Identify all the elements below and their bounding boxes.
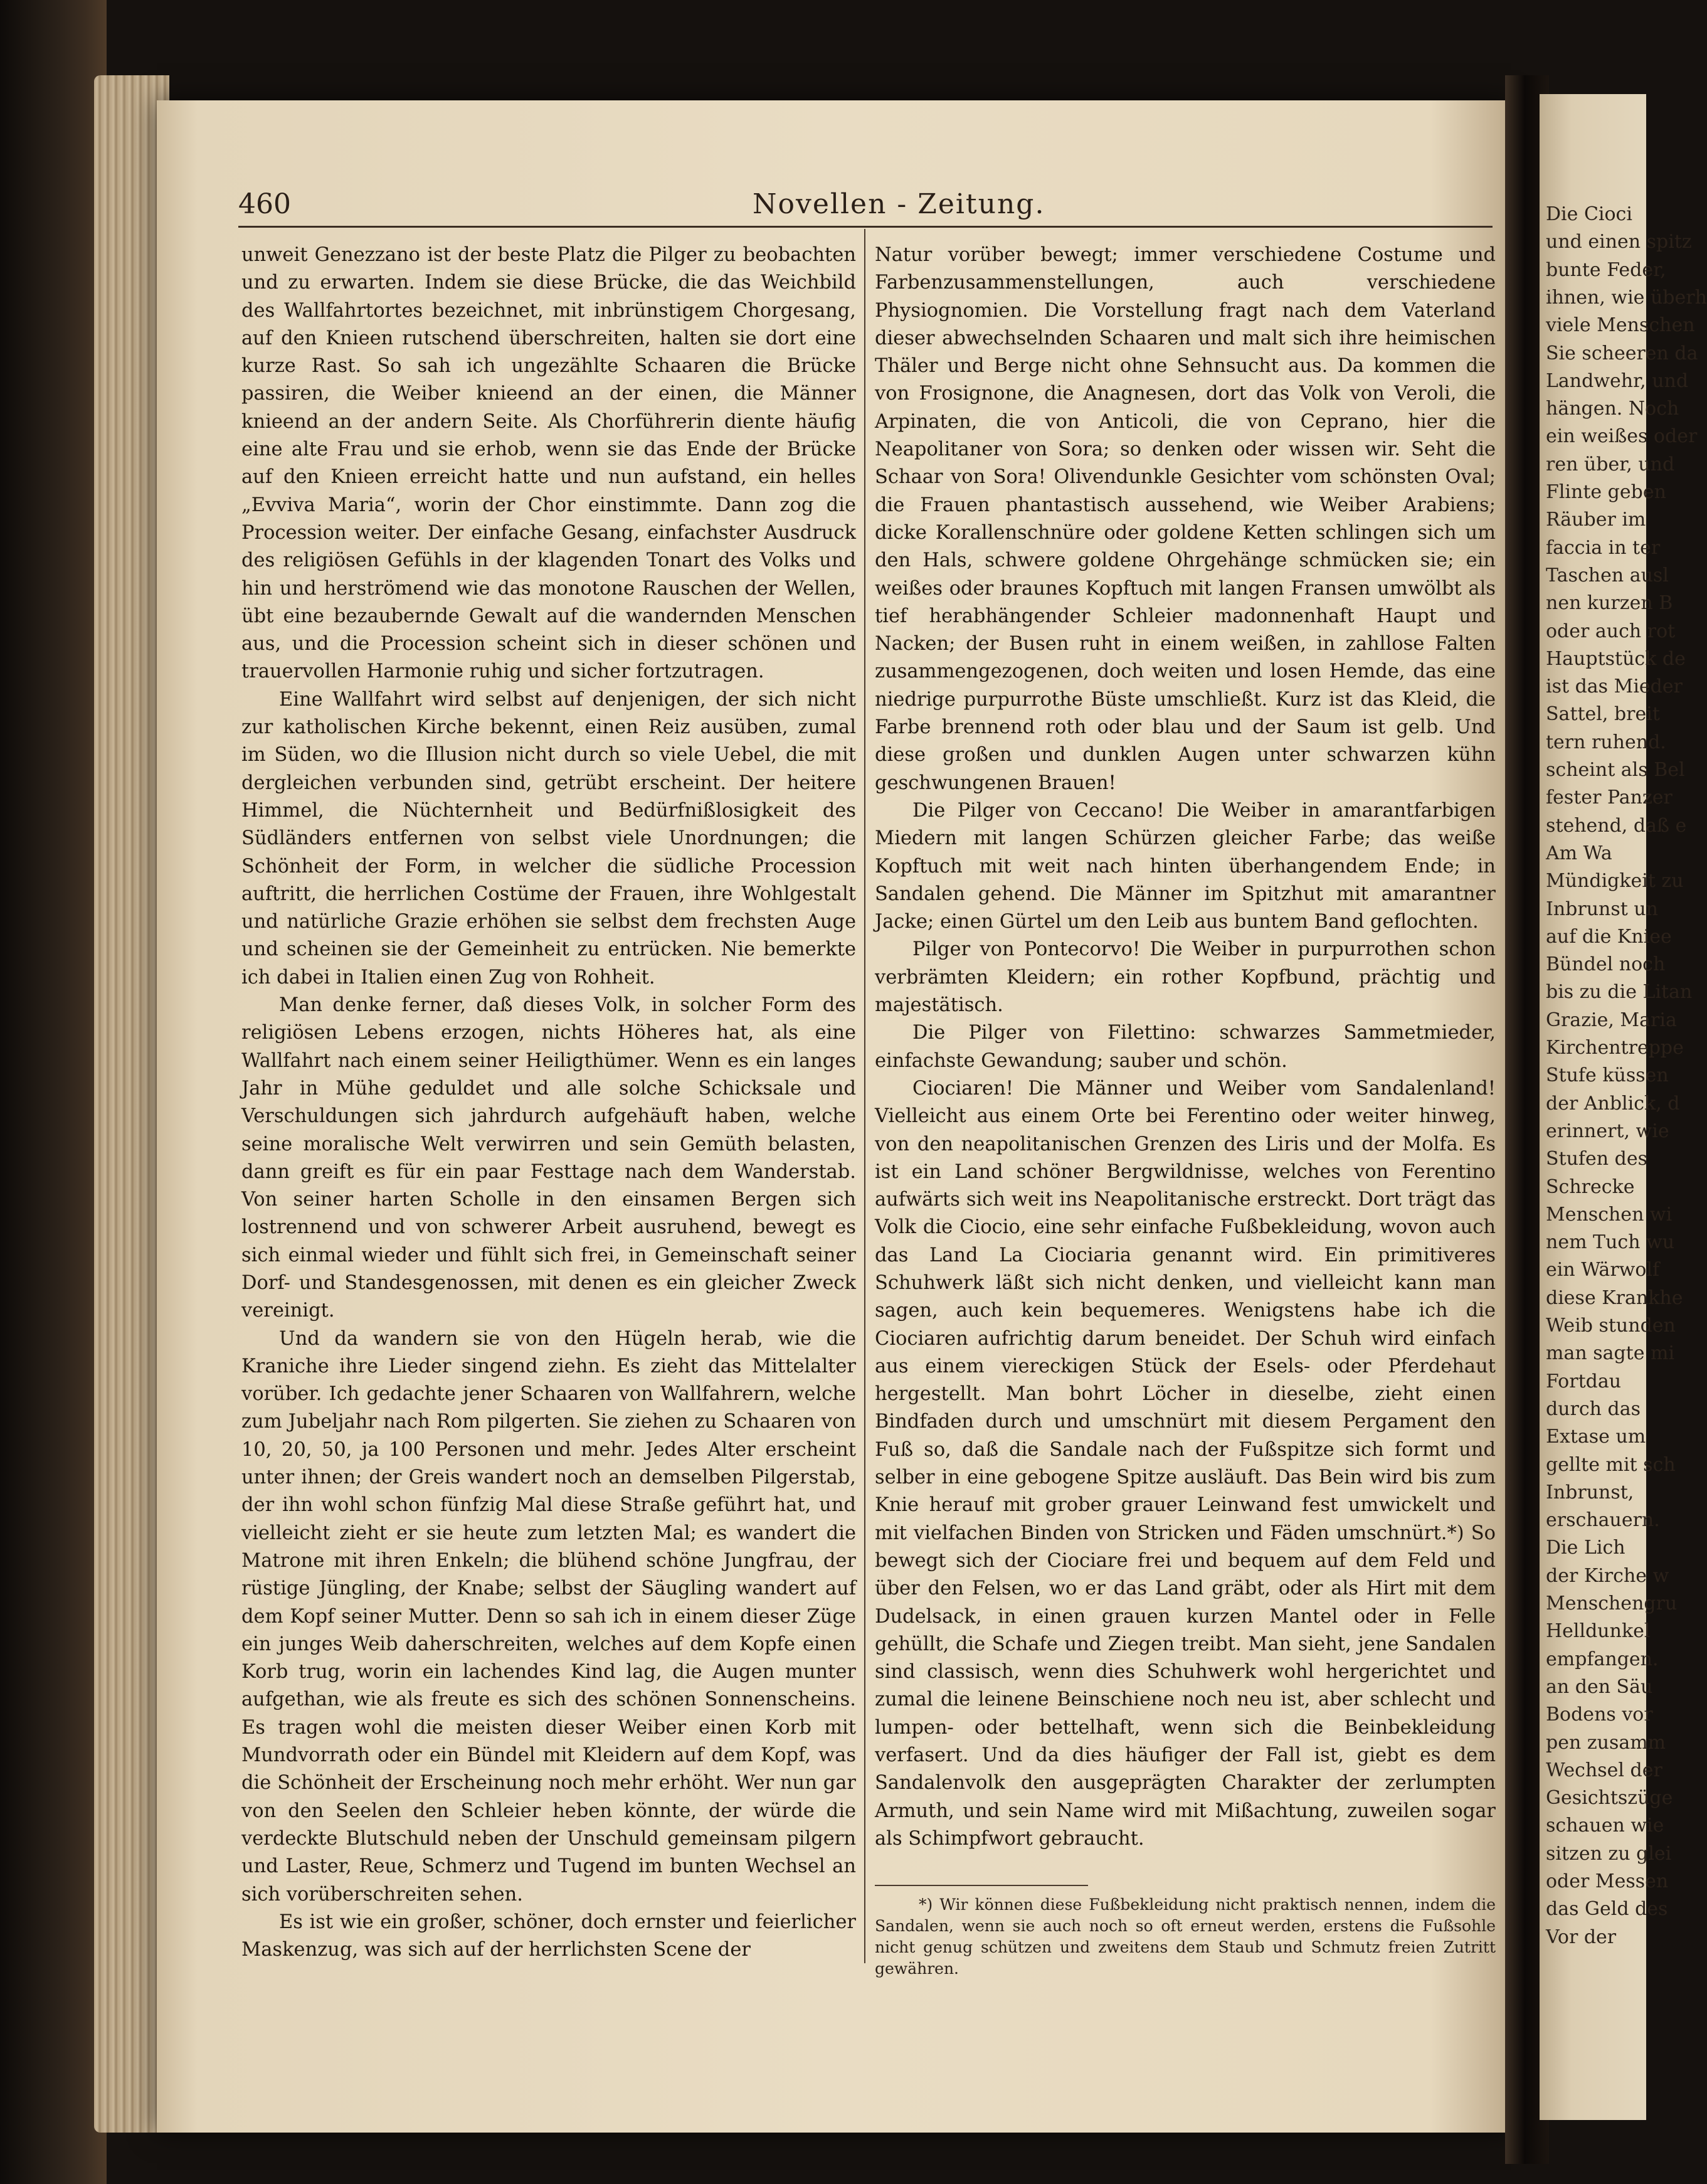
adjacent-page-fragment: Inbrunst un xyxy=(1546,898,1658,920)
adjacent-page-fragment: Stufe küssen xyxy=(1546,1064,1669,1087)
paragraph: Pilger von Pontecorvo! Die Weiber in purpurrothen schon verbrämten Kleidern; ein rother Kopfbund, prächtig und majestätisch. xyxy=(875,938,1496,1017)
adjacent-page-fragment: sitzen zu glei xyxy=(1546,1842,1672,1865)
paragraph: unweit Genezzano ist der beste Platz die Pilger zu beobachten und zu erwarten. Indem sie diese Brücke, die das Weichbild des Wallfahrtortes bezeichnet, mit inbrünstigem Chorgesang, auf den Knieen rutschend überschreiten, halten sie dort eine kurze Rast. So sah ich ungezählte Schaaren die Brücke passiren, die Weiber knieend an der einen, die Männer knieend an der andern Seite. Als Chorführerin diente häufig eine alte Frau und sie erhob, wenn sie das Ende der Brücke auf den Knieen erreicht hatte und nun aufstand, ein helles „Evviva Maria“, worin der Chor einstimmte. Dann zog die Procession weiter. Der einfache Gesang, einfachster Ausdruck des religiösen Gefühls in der klagenden Tonart des Volks und hin und herströmend wie das monotone Rauschen der Wellen, übt eine bezaubernde Gewalt auf die wandernden Menschen aus, und die Procession scheint sich in dieser schönen und trauervollen Harmonie ruhig und sicher fortzutragen. xyxy=(241,244,856,683)
adjacent-page-fragment: bis zu die Litan xyxy=(1546,981,1693,1004)
adjacent-page-fragment: Mündigkeit zu xyxy=(1546,870,1684,893)
column-divider xyxy=(864,229,865,1963)
left-column xyxy=(241,241,856,1964)
page-header xyxy=(238,188,1493,226)
adjacent-page-fragment: schauen wie xyxy=(1546,1815,1664,1837)
adjacent-page-fragment: ist das Mieder xyxy=(1546,676,1683,698)
running-title: Novellen - Zeitung. xyxy=(753,188,1045,220)
footnote: *) Wir können diese Fußbekleidung nicht praktisch nennen, indem die Sandalen, wenn sie auch noch so oft erneut werden, erstens die Fußsohle nicht genug schützen und zweitens dem Staub und Schmutz freien Zutritt gewähren. xyxy=(875,1895,1496,1978)
adjacent-page-fragment: nem Tuch wu xyxy=(1546,1231,1675,1254)
adjacent-page-fragment: empfangen. xyxy=(1546,1648,1659,1670)
adjacent-page-fragment: und einen spitz xyxy=(1546,231,1692,253)
adjacent-page-fragment: nen kurzen B xyxy=(1546,592,1673,615)
adjacent-page-fragment: oder Messen xyxy=(1546,1870,1669,1892)
adjacent-page-fragment: Menschengru xyxy=(1546,1593,1678,1614)
adjacent-page-fragment: gellte mit sch xyxy=(1546,1453,1676,1476)
adjacent-page xyxy=(1540,94,1707,2120)
adjacent-page-fragment: der Anblick, d xyxy=(1546,1092,1680,1115)
adjacent-page-fragment: ren über, und xyxy=(1546,453,1675,475)
adjacent-page-fragment: diese Krankhe xyxy=(1546,1286,1683,1309)
adjacent-page-fragment: Die Lich xyxy=(1546,1537,1625,1559)
adjacent-page-fragment: Sie scheeren da xyxy=(1546,342,1698,364)
adjacent-page-fragment: erinnert, wie xyxy=(1546,1120,1669,1142)
adjacent-page-fragment: Die Cioci xyxy=(1546,203,1632,225)
page-number: 460 xyxy=(238,188,291,220)
adjacent-page-fragment: erschauern. xyxy=(1546,1509,1660,1532)
adjacent-page-fragment: Taschen ausl xyxy=(1546,564,1669,586)
header-rule xyxy=(238,226,1493,228)
adjacent-page-fragment: ein weißes oder xyxy=(1546,425,1698,448)
adjacent-page-fragment: hängen. Noch xyxy=(1546,398,1679,420)
footnote-rule xyxy=(875,1885,1088,1886)
adjacent-page-fragment: Extase um xyxy=(1546,1426,1646,1448)
adjacent-page-fragment: Weib stunden xyxy=(1546,1315,1676,1337)
adjacent-page-fragment: Räuber im xyxy=(1546,509,1646,531)
adjacent-page-fragment: Wechsel der xyxy=(1546,1759,1662,1781)
adjacent-page-fragment: Inbrunst, xyxy=(1546,1481,1634,1503)
adjacent-page-fragment: tern ruhend. xyxy=(1546,731,1666,753)
adjacent-page-fragment: Fortdau xyxy=(1546,1370,1622,1392)
paragraph: Die Pilger von Ceccano! Die Weiber in amarantfarbigen Miedern mit langen Schürzen gleicher Farbe; das weiße Kopftuch mit weit nach hinten überhangendem Ende; in Sandalen gehend. Die Männer im Spitzhut mit amarantner Jacke; einen Gürtel um den Leib aus buntem Band geflochten. xyxy=(875,799,1496,933)
adjacent-page-fragment: Helldunkel xyxy=(1546,1620,1651,1643)
book-spine xyxy=(0,0,107,2184)
paragraph: Natur vorüber bewegt; immer verschiedene Costume und Farbenzusammenstellungen, auch verschiedene Physiognomien. Die Vorstellung fragt nach dem Vaterland dieser abwechselnden Schaaren und malt sich ihre heimischen Thäler und Berge nicht ohne Sehnsucht aus. Da kommen die von Frosignone, die Anagnesen, dort das Volk von Veroli, die Arpinaten, die von Anticoli, die von Ceprano, hier die Neapolitaner von Sora; so denken oder wissen wir. Seht die Schaar von Sora! Olivendunkle Gesichter vom schönsten Oval; die Frauen phantastisch aussehend, wie Weiber Arabiens; dicke Korallenschnüre oder goldene Ketten schlingen sich um den Hals, schwere goldene Ohrgehänge schmücken sie; ein weißes oder braunes Kopftuch mit langen Fransen umwölbt als tief herabhängender Schleier madonnenhaft Haupt und Nacken; der Busen ruht in einem weißen, in zahllose Falten zusammengezogenen, doch weiten und losen Hemde, das eine niedrige purpurrothe Büste umschließt. Kurz ist das Kleid, die Farbe brennend roth oder blau und der Saum ist gelb. Und diese großen und dunklen Augen unter schwarzen kühn geschwungenen Brauen! xyxy=(875,244,1496,794)
adjacent-page-fragment: Bündel noch xyxy=(1546,953,1666,976)
adjacent-page-fragment: durch das xyxy=(1546,1397,1641,1420)
adjacent-page-fragment: Stufen des xyxy=(1546,1148,1647,1170)
adjacent-page-fragment: scheint als Bel xyxy=(1546,759,1685,781)
adjacent-page-fragment: an den Säu xyxy=(1546,1675,1653,1698)
adjacent-page-fragment: Bodens vor xyxy=(1546,1704,1653,1726)
adjacent-page-fragment: der Kirche w xyxy=(1546,1564,1669,1587)
adjacent-page-fragment: man sagte mi xyxy=(1546,1342,1675,1365)
adjacent-page-fragment: Menschen wi xyxy=(1546,1203,1673,1226)
adjacent-page-fragment: ein Wärwolf xyxy=(1546,1259,1660,1281)
adjacent-page-fragment: bunte Feder, xyxy=(1546,258,1666,281)
adjacent-page-fragment: Hauptstück de xyxy=(1546,647,1686,670)
adjacent-page-fragment: viele Menschen xyxy=(1546,314,1695,337)
paragraph: Eine Wallfahrt wird selbst auf denjenigen, der sich nicht zur katholischen Kirche bekennt, einen Reiz ausüben, zumal im Süden, wo die Illusion nicht durch so viele Uebel, die mit dergleichen verbunden sind, getrübt erscheint. Der heitere Himmel, die Nüchternheit und Bedürfnißlosigkeit des Südländers entfernen von selbst viele Unordnungen; die Schönheit der Form, in welcher die südliche Procession auftritt, die herrlichen Costüme der Frauen, ihre Wohlgestalt und natürliche Grazie erhöhen sie selbst dem frechsten Auge und scheinen sie der Gemeinheit zu entrücken. Nie bemerkte ich dabei in Italien einen Zug von Rohheit. xyxy=(241,688,856,989)
adjacent-page-fragment: das Geld des xyxy=(1546,1898,1668,1921)
adjacent-page-fragment: oder auch rot xyxy=(1546,620,1676,642)
adjacent-page-fragment: fester Panzer xyxy=(1546,787,1673,809)
adjacent-page-fragment: faccia in ter xyxy=(1546,536,1661,559)
paragraph: Es ist wie ein großer, schöner, doch ernster und feierlicher Maskenzug, was sich auf der herrlichsten Scene der xyxy=(241,1911,856,1961)
adjacent-page-fragment: stehend, daß e xyxy=(1546,814,1687,837)
adjacent-page-fragment: Landwehr, und xyxy=(1546,369,1689,392)
adjacent-page-fragment: auf die Kniee xyxy=(1546,925,1672,948)
adjacent-page-fragment: ihnen, wie überh xyxy=(1546,286,1707,309)
right-column xyxy=(875,241,1496,1853)
adjacent-page-fragment: Flinte geben xyxy=(1546,481,1666,503)
adjacent-page-fragment: Vor der xyxy=(1546,1926,1617,1948)
adjacent-page-fragment: Am Wa xyxy=(1546,842,1612,864)
paragraph: Man denke ferner, daß dieses Volk, in solcher Form des religiösen Lebens erzogen, nichts Höheres hat, als eine Wallfahrt nach einem seiner Heiligthümer. Wenn es ein langes Jahr in Mühe geduldet und alle solche Schicksale und Verschuldungen sich jahrdurch aufgehäuft haben, welche seine moralische Welt verwirren und sein Gemüth belasten, dann greift es für ein paar Festtage nach dem Wanderstab. Von seiner harten Scholle in den einsamen Bergen sich lostrennend und von schwerer Arbeit ausruhend, bewegt es sich einmal wieder und fühlt sich frei, in Gemeinschaft seiner Dorf- und Standesgenossen, mit denen es ein gleicher Zweck vereinigt. xyxy=(241,994,856,1322)
paragraph: Die Pilger von Filettino: schwarzes Sammetmieder, einfachste Gewandung; sauber und schön. xyxy=(875,1022,1496,1072)
paragraph: Ciociaren! Die Männer und Weiber vom Sandalenland! Vielleicht aus einem Orte bei Ferentino oder weiter hinweg, von den neapolitanischen Grenzen des Liris und der Molfa. Es ist ein Land schöner Bergwildnisse, welches von Ferentino aufwärts sich weit ins Neapolitanische erstreckt. Dort trägt das Volk die Ciocio, eine sehr einfache Fußbekleidung, wovon auch das Land La Ciociaria genannt wird. Ein primitiveres Schuhwerk läßt sich nicht denken, und vielleicht kann man sagen, auch kein bequemeres. Wenigstens habe ich die Ciociaren aufrichtig darum beneidet. Der Schuh wird einfach aus einem viereckigen Stück der Esels- oder Pferdehaut hergestellt. Man bohrt Löcher in dieselbe, zieht einen Bindfaden durch und umschnürt mit diesem Pergament den Fuß so, daß die Sandale nach der Fußspitze sich formt und selber in eine gebogene Spitze ausläuft. Das Bein wird bis zum Knie herauf mit grober grauer Leinwand fest umwickelt und mit vielfachen Binden von Stricken und Fäden umschnürt.*) So bewegt sich der Ciociare frei und bequem auf dem Feld und über den Felsen, wo er das Land gräbt, oder als Hirt mit dem Dudelsack, in einen grauen kurzen Mantel oder in Felle gehüllt, die Schafe und Ziegen treibt. Man sieht, jene Sandalen sind classisch, wenn dies Schuhwerk wohl hergerichtet und zumal die leinene Beinschiene noch neu ist, aber schlecht und lumpen- oder bettelhaft, wenn sich die Beinbekleidung verfasert. Und da dies häufiger der Fall ist, giebt es dem Sandalenvolk den ausgeprägten Charakter der zerlumpten Armuth, und sein Name wird mit Mißachtung, zuweilen sogar als Schimpfwort gebraucht. xyxy=(875,1077,1496,1850)
adjacent-page-fragment: Gesichtszüge xyxy=(1546,1787,1673,1810)
paragraph: Und da wandern sie von den Hügeln herab, wie die Kraniche ihre Lieder singend ziehn. Es zieht das Mittelalter vorüber. Ich gedachte jener Schaaren von Wallfahrern, welche zum Jubeljahr nach Rom pilgerten. Sie ziehen zu Schaaren von 10, 20, 50, ja 100 Personen und mehr. Jedes Alter erscheint unter ihnen; der Greis wandert noch an demselben Pilgerstab, der ihn wohl schon fünfzig Mal diese Straße geführt hat, und vielleicht zieht er sie heute zum letzten Mal; es wandert die Matrone mit ihren Enkeln; die blühend schöne Jungfrau, der rüstige Jüngling, der Knabe; selbst der Säugling wandert auf dem Kopf seiner Mutter. Denn so sah ich in einem dieser Züge ein junges Weib daherschreiten, welches auf dem Kopfe einen Korb trug, worin ein lachendes Kind lag, die Augen munter aufgethan, wie als freute es sich des schönen Sonnenscheins. Es tragen wohl die meisten dieser Weiber einen Korb mit Mundvorrath oder ein Bündel mit Kleidern auf dem Kopf, was die Schönheit der Erscheinung noch mehr erhöht. Wer nun gar von den Seelen den Schleier heben könnte, der würde die verdeckte Blutschuld neben der Unschuld gemeinsam pilgern und Laster, Reue, Schmerz und Tugend im bunten Wechsel an sich vorüberschreiten sehen. xyxy=(241,1327,856,1906)
adjacent-page-fragment: pen zusamm xyxy=(1546,1731,1666,1754)
adjacent-page-fragment: Schrecke xyxy=(1546,1175,1635,1198)
adjacent-page-fragment: Kirchentreppe xyxy=(1546,1037,1684,1059)
adjacent-page-fragment: Sattel, breit xyxy=(1546,703,1660,726)
adjacent-page-fragment: Grazie, Maria xyxy=(1546,1009,1677,1031)
